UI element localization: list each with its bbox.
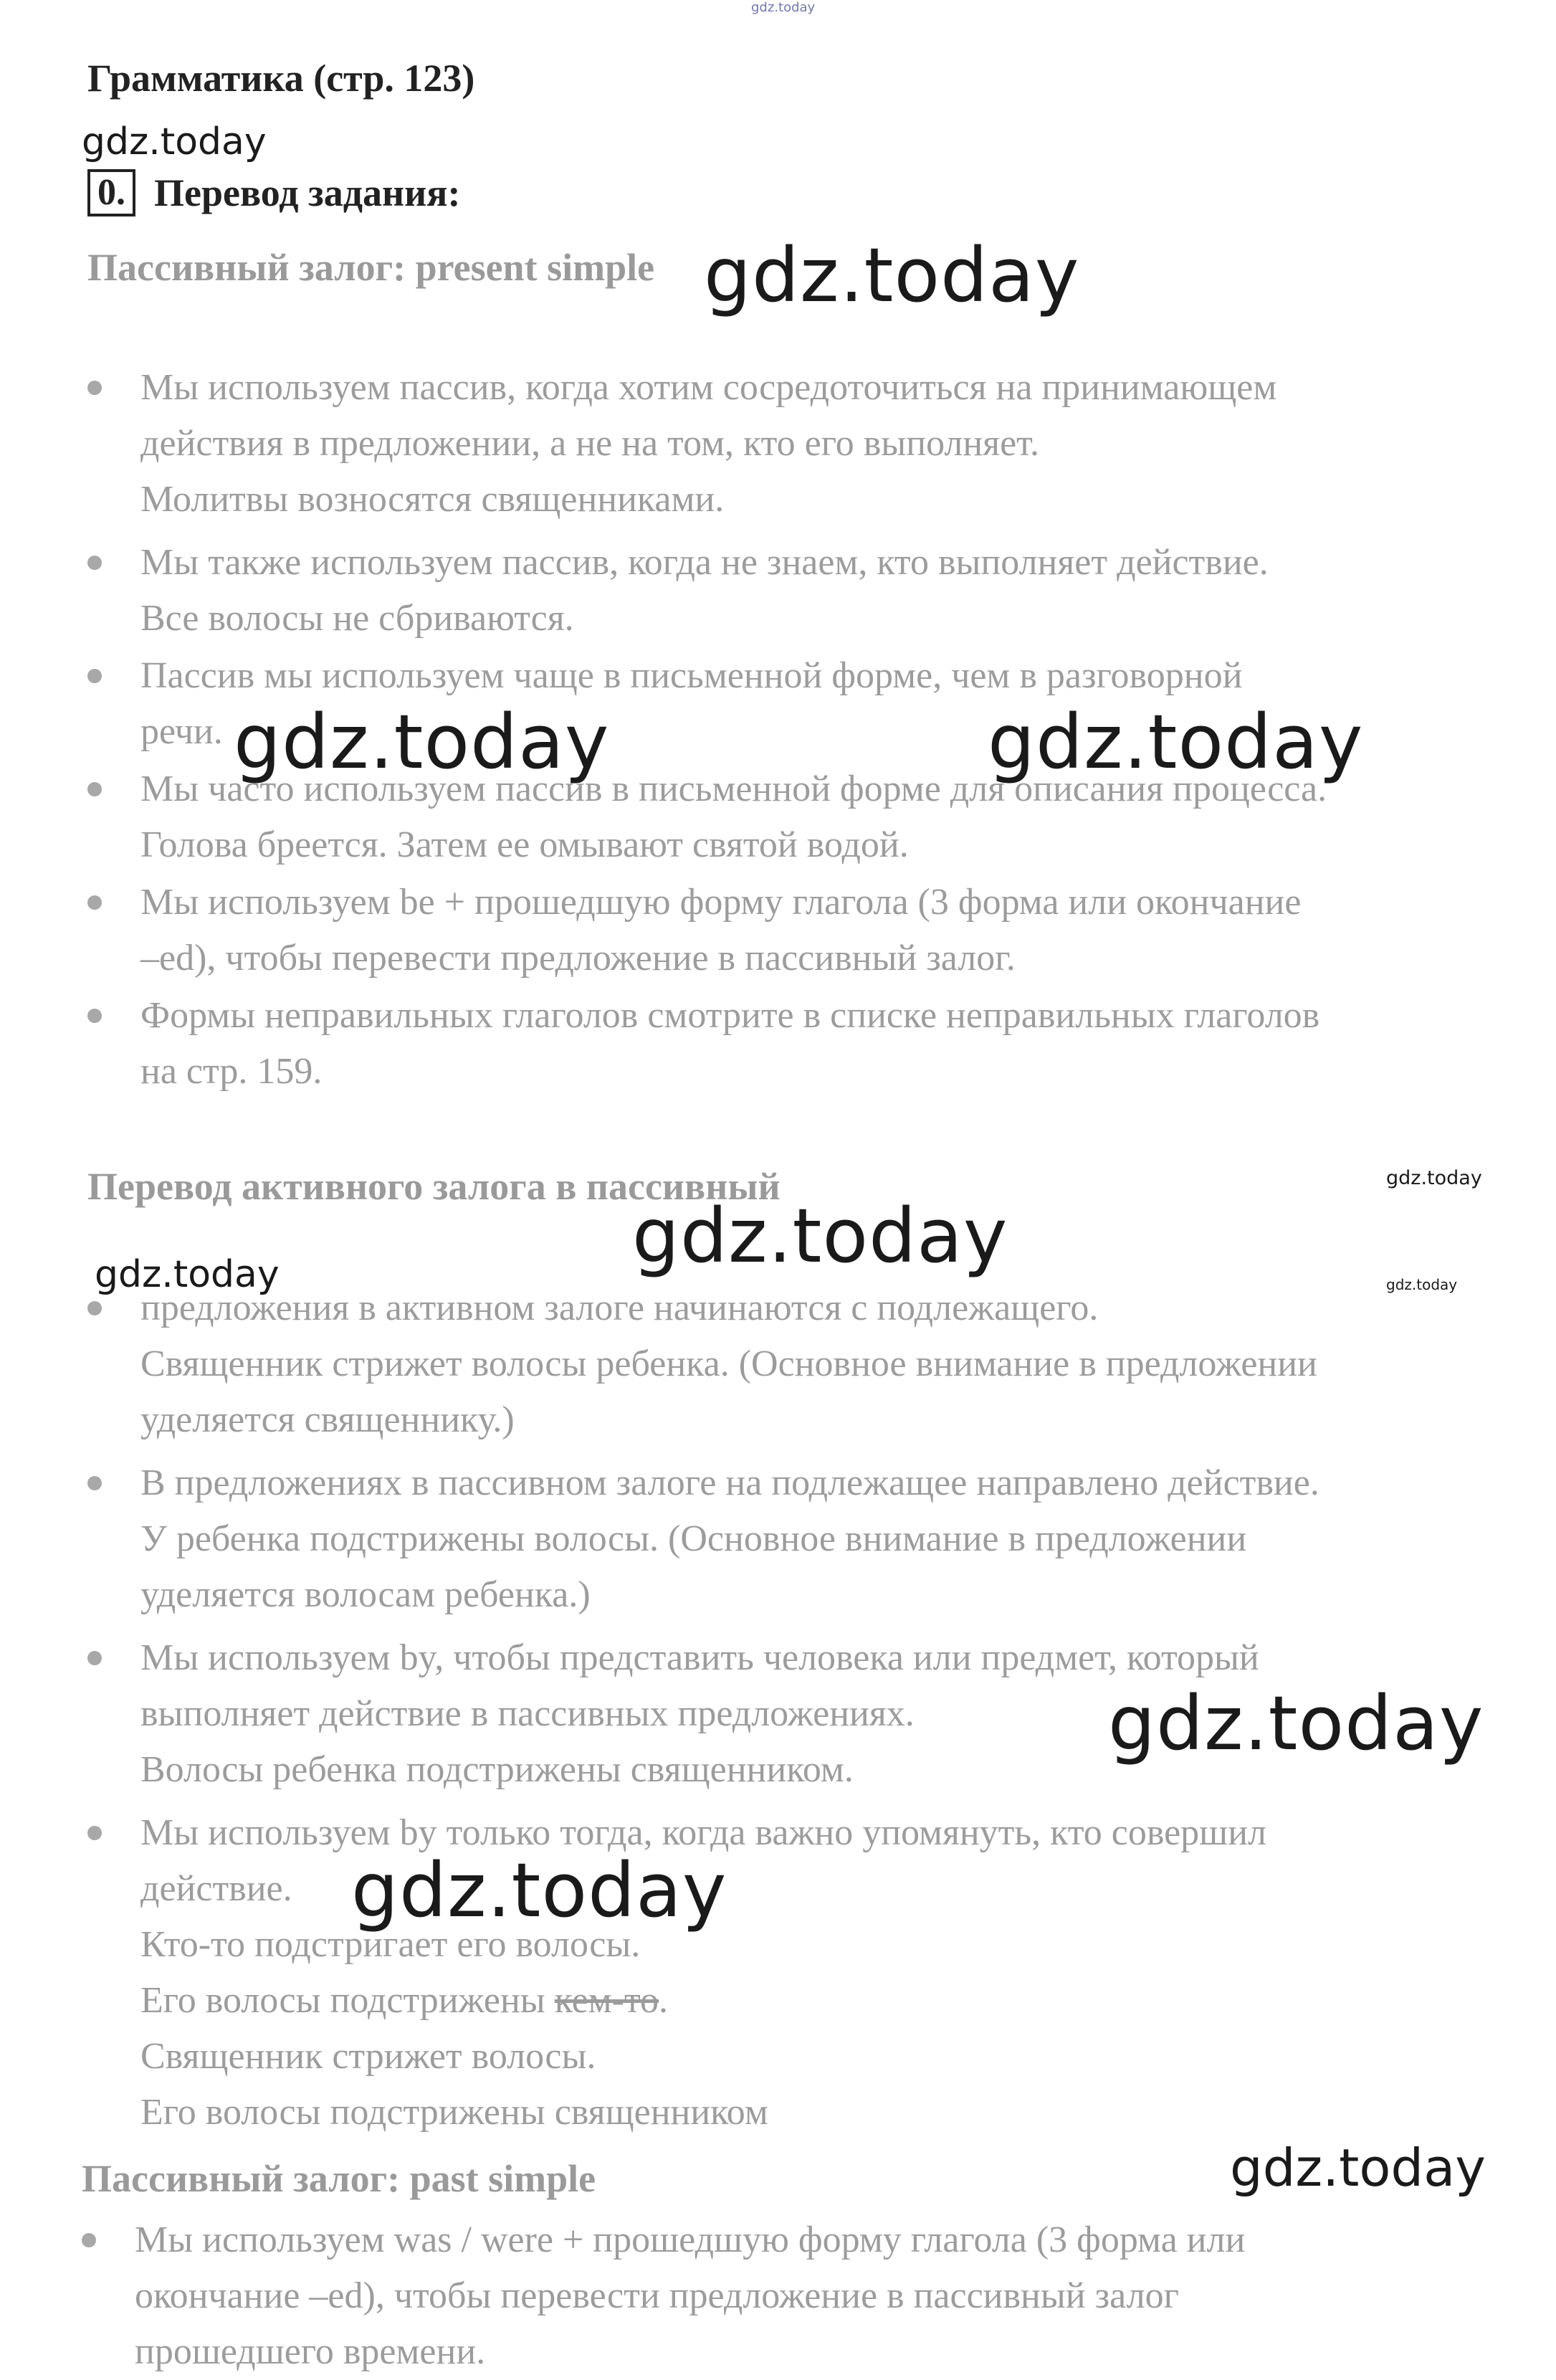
list-item: Мы используем be + прошедшую форму глагола (3 форма или окончание –ed), чтобы перевести предложение в пассивный залог. — [87, 875, 1499, 986]
bullet-list-present-simple — [87, 360, 1499, 1100]
list-item: предложения в активном залоге начинаются с подлежащего. Священник стрижет волосы ребенка. (Основное внимание в предложении уделяется священнику.) — [87, 1280, 1499, 1448]
watermark: gdz.today — [704, 232, 1080, 319]
section-title-active-to-passive: Перевод активного залога в пассивный — [87, 1165, 781, 1208]
watermark: gdz.today — [95, 1253, 280, 1296]
watermark: gdz.today — [1386, 1167, 1482, 1189]
watermark: gdz.today — [632, 1192, 1008, 1280]
watermark-top: gdz.today — [751, 0, 816, 15]
list-item: Мы также используем пассив, когда не знаем, кто выполняет действие. Все волосы не сбриваются. — [87, 535, 1499, 647]
struck-word: кем-то — [554, 1980, 659, 2021]
watermark: gdz.today — [988, 698, 1364, 786]
section-title-past-simple: Пассивный залог: past simple — [82, 2157, 596, 2200]
bullet-list-past-simple — [82, 2212, 1499, 2380]
task-label: Перевод задания: — [154, 171, 461, 214]
list-item: Пассив мы используем чаще в письменной форме, чем в разговорной речи. — [87, 648, 1499, 760]
watermark: gdz.today — [351, 1847, 727, 1934]
list-item: Мы часто используем пассив в письменной форме для описания процесса. Голова бреется. Затем ее омывают святой водой. — [87, 761, 1499, 873]
watermark: gdz.today — [234, 698, 610, 786]
list-item: Мы используем пассив, когда хотим сосредоточиться на принимающем действия в предложении, а не на том, кто его выполняет. Молитвы возносятся священниками. — [87, 360, 1499, 528]
watermark: gdz.today — [1108, 1680, 1484, 1767]
section-title-present-simple: Пассивный залог: present simple — [87, 246, 655, 289]
task-heading — [87, 169, 460, 216]
list-item: В предложениях в пассивном залоге на подлежащее направлено действие. У ребенка подстрижены волосы. (Основное внимание в предложении уделяется волосам ребенка.) — [87, 1455, 1499, 1623]
bullet-list-active-to-passive — [87, 1280, 1499, 2141]
list-item: Формы неправильных глаголов смотрите в списке неправильных глаголов на стр. 159. — [87, 988, 1499, 1100]
task-number: 0. — [87, 169, 135, 216]
list-item: Мы используем was / were + прошедшую форму глагола (3 форма или окончание –ed), чтобы перевести предложение в пассивный залог прошедшего времени. — [82, 2212, 1499, 2380]
list-item: Мы используем by, чтобы представить человека или предмет, который выполняет действие в пассивных предложениях. Волосы ребенка подстрижены священником. — [87, 1630, 1499, 1798]
watermark: gdz.today — [82, 120, 267, 163]
page-title: Грамматика (стр. 123) — [87, 57, 475, 100]
watermark: gdz.today — [1230, 2138, 1486, 2198]
watermark: gdz.today — [1386, 1276, 1458, 1293]
list-item: Мы используем by только тогда, когда важно упомянуть, кто совершил действие. Кто-то подстригает его волосы. Его волосы подстрижены кем-то. Священник стрижет волосы. Его волосы подстрижены священником — [87, 1805, 1499, 2141]
